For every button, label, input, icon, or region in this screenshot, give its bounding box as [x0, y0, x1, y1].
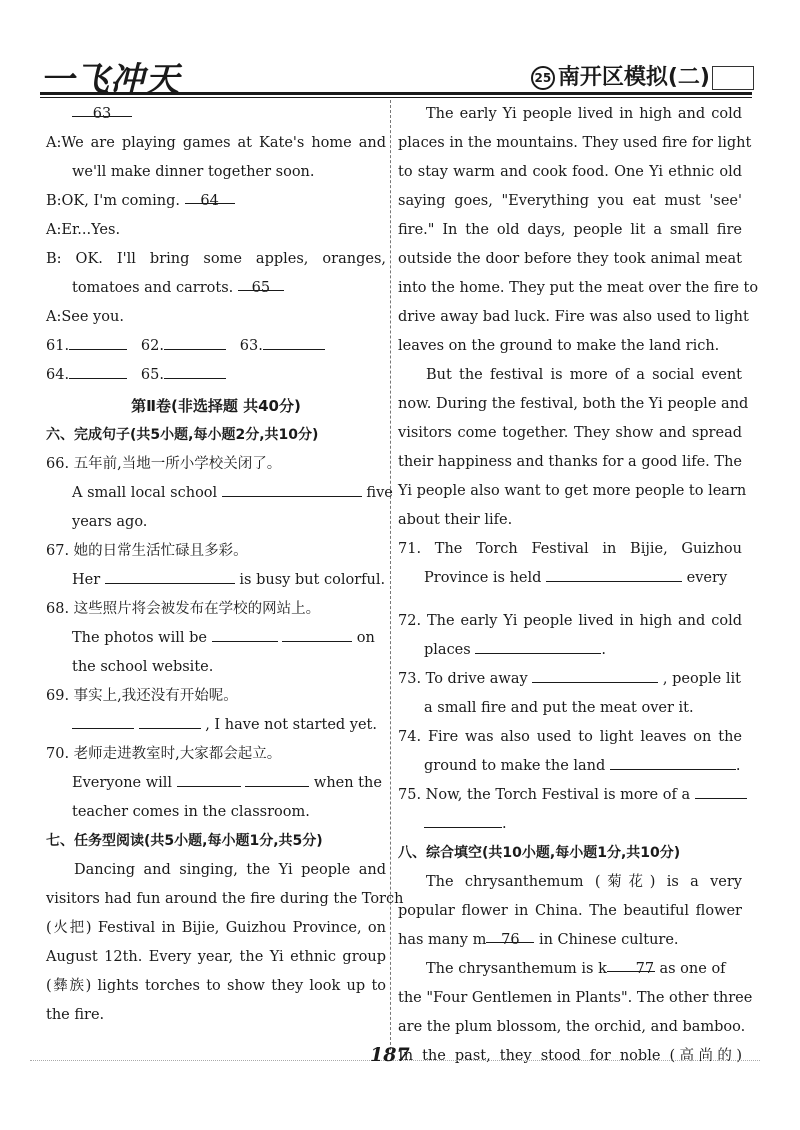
- reading-text: the fire.: [46, 1007, 105, 1023]
- answer-blank[interactable]: 76: [486, 926, 534, 943]
- cloze-text: In the past, they stood for noble (高尚的): [398, 1048, 742, 1064]
- question-en: 74. Fire was also used to light leaves on the: [398, 729, 742, 745]
- question-en: Her is busy but colorful.: [46, 566, 386, 595]
- answer-blank[interactable]: [139, 712, 201, 729]
- reading-text: places in the mountains. They used fire for light: [398, 135, 752, 151]
- brand-logo: 一飞冲天: [40, 60, 180, 100]
- dialogue-line: A:See you.: [46, 309, 124, 325]
- cloze-text: The chrysanthemum (菊花) is a very: [426, 874, 742, 890]
- series-title-text: 南开区模拟(二): [557, 65, 710, 90]
- right-column: [398, 100, 759, 1071]
- reading-text: their happiness and thanks for a good life. The: [398, 454, 742, 470]
- part-title: 第Ⅱ卷(非选择题 共40分): [131, 397, 301, 415]
- answer-row: 64. 65.: [46, 361, 386, 390]
- reading-text: saying goes, "Everything you eat must 'see': [398, 193, 742, 209]
- answer-blank[interactable]: [424, 811, 502, 828]
- cloze-text: are the plum blossom, the orchid, and bamboo.: [398, 1019, 746, 1035]
- question-en: Province is held every: [398, 564, 742, 593]
- answer-blank[interactable]: [69, 362, 127, 379]
- header-rule-thin: [40, 97, 752, 98]
- reading-text: about their life.: [398, 512, 513, 528]
- reading-text: Yi people also want to get more people to learn: [398, 483, 747, 499]
- corner-stamp-icon: [712, 66, 754, 90]
- dialogue-line: A:Er...Yes.: [46, 222, 121, 238]
- dialogue-line: A:We are playing games at Kate's home and: [46, 135, 386, 151]
- answer-blank[interactable]: [263, 333, 325, 350]
- question-en: a small fire and put the meat over it.: [424, 700, 694, 716]
- answer-blank[interactable]: [610, 753, 736, 770]
- dialogue-line: [46, 100, 386, 129]
- reading-text: The early Yi people lived in high and cold: [426, 106, 742, 122]
- answer-blank[interactable]: [695, 782, 747, 799]
- question-en: teacher comes in the classroom.: [72, 804, 310, 820]
- reading-text: (火把) Festival in Bijie, Guizhou Province, on: [46, 920, 386, 936]
- question-en: years ago.: [72, 514, 148, 530]
- question-en: 75. Now, the Torch Festival is more of a: [398, 781, 742, 810]
- reading-text: Dancing and singing, the Yi people and: [74, 862, 386, 878]
- answer-blank[interactable]: [212, 625, 278, 642]
- reading-text: now. During the festival, both the Yi people and: [398, 396, 749, 412]
- question-en: places .: [398, 636, 742, 665]
- answer-blank[interactable]: [475, 637, 601, 654]
- answer-blank[interactable]: [164, 362, 226, 379]
- section-heading: 七、任务型阅读(共5小题,每小题1分,共5分): [46, 833, 323, 849]
- question-en: 71. The Torch Festival in Bijie, Guizhou: [398, 541, 742, 557]
- series-number: 25: [531, 66, 555, 90]
- reading-text: leaves on the ground to make the land rich.: [398, 338, 720, 354]
- question-cn: 68. 这些照片将会被发布在学校的网站上。: [46, 601, 321, 617]
- reading-text: outside the door before they took animal meat: [398, 251, 742, 267]
- reading-text: drive away bad luck. Fire was also used to light: [398, 309, 749, 325]
- question-en: Everyone will when the: [46, 769, 386, 798]
- answer-blank[interactable]: 63: [72, 100, 132, 117]
- question-cn: 67. 她的日常生活忙碌且多彩。: [46, 543, 248, 559]
- dialogue-line: tomatoes and carrots. 65: [46, 274, 386, 303]
- answer-blank[interactable]: [245, 770, 309, 787]
- reading-text: to stay warm and cook food. One Yi ethnic old: [398, 164, 742, 180]
- question-en: 72. The early Yi people lived in high and cold: [398, 613, 742, 629]
- answer-blank[interactable]: [222, 480, 362, 497]
- left-column: [46, 100, 404, 1030]
- answer-blank[interactable]: [105, 567, 235, 584]
- page-header: [0, 0, 800, 100]
- question-en: The photos will be on: [46, 624, 386, 653]
- reading-text: (彝族) lights torches to show they look up to: [46, 978, 386, 994]
- reading-text: fire." In the old days, people lit a small fire: [398, 222, 742, 238]
- header-rule: [40, 92, 752, 95]
- dialogue-line: B: OK. I'll bring some apples, oranges,: [46, 251, 386, 267]
- answer-blank[interactable]: [164, 333, 226, 350]
- section-heading: 六、完成句子(共5小题,每小题2分,共10分): [46, 427, 319, 443]
- question-en: the school website.: [72, 659, 214, 675]
- answer-blank[interactable]: [532, 666, 658, 683]
- question-cn: 70. 老师走进教室时,大家都会起立。: [46, 746, 282, 762]
- question-en: 73. To drive away , people lit: [398, 665, 742, 694]
- cloze-text: the "Four Gentlemen in Plants". The other three: [398, 990, 753, 1006]
- dialogue-line: we'll make dinner together soon.: [72, 164, 315, 180]
- answer-blank[interactable]: 77: [607, 955, 655, 972]
- column-divider: [390, 100, 391, 1050]
- answer-blank[interactable]: [546, 565, 682, 582]
- question-cn: 69. 事实上,我还没有开始呢。: [46, 688, 238, 704]
- section-heading: 八、综合填空(共10小题,每小题1分,共10分): [398, 845, 681, 861]
- reading-text: visitors had fun around the fire during the Torch: [46, 891, 404, 907]
- page-number: 187: [370, 1044, 410, 1066]
- answer-row: 61. 62. 63.: [46, 332, 386, 361]
- exam-series-title: [531, 60, 710, 91]
- cloze-text: popular flower in China. The beautiful flower: [398, 903, 742, 919]
- reading-text: But the festival is more of a social event: [426, 367, 742, 383]
- answer-blank[interactable]: 65: [238, 274, 284, 291]
- reading-text: August 12th. Every year, the Yi ethnic group: [46, 949, 386, 965]
- reading-text: visitors come together. They show and spread: [398, 425, 742, 441]
- dialogue-line: B:OK, I'm coming. 64: [46, 187, 386, 216]
- answer-blank[interactable]: [69, 333, 127, 350]
- cloze-text: The chrysanthemum is k 77 as one of: [398, 955, 742, 984]
- cloze-text: has many m 76 in Chinese culture.: [398, 926, 742, 955]
- question-en: , I have not started yet.: [46, 711, 386, 740]
- reading-text: into the home. They put the meat over the fire to: [398, 280, 759, 296]
- answer-blank[interactable]: [72, 712, 134, 729]
- answer-blank[interactable]: 64: [185, 187, 235, 204]
- question-en: .: [398, 810, 742, 839]
- answer-blank[interactable]: [282, 625, 352, 642]
- question-en: ground to make the land .: [398, 752, 742, 781]
- question-cn: 66. 五年前,当地一所小学校关闭了。: [46, 456, 282, 472]
- question-en: A small local school five: [46, 479, 386, 508]
- answer-blank[interactable]: [177, 770, 241, 787]
